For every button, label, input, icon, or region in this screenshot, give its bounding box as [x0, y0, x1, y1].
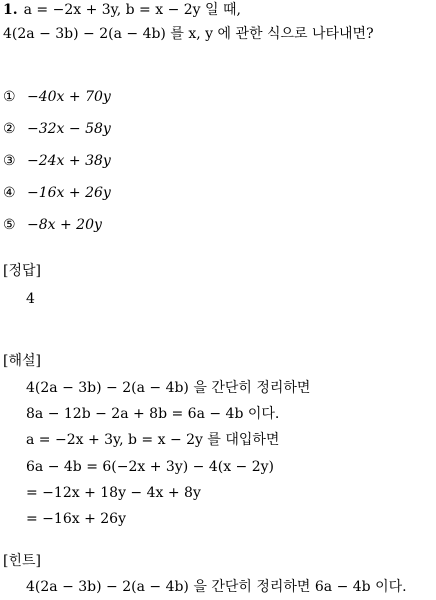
option-2[interactable] [3, 120, 111, 138]
explanation-line-3: a = −2x + 3y, b = x − 2y 를 대입하면 [26, 432, 280, 448]
question-condition: a = −2x + 3y, b = x − 2y 일 때, [23, 2, 241, 18]
option-5-number: ⑤ [3, 217, 16, 233]
explanation-line-1: 4(2a − 3b) − 2(a − 4b) 을 간단히 정리하면 [26, 380, 311, 396]
option-4-number: ④ [3, 185, 16, 201]
option-1[interactable] [3, 88, 111, 106]
option-5[interactable] [3, 216, 102, 234]
explanation-line-2: 8a − 12b − 2a + 8b = 6a − 4b 이다. [26, 406, 280, 422]
option-2-text: −32x − 58y [27, 121, 111, 137]
explanation-line-4: 6a − 4b = 6(−2x + 3y) − 4(x − 2y) [26, 459, 275, 475]
explanation-line-5: = −12x + 18y − 4x + 8y [26, 485, 201, 501]
hint-label: [힌트] [3, 553, 41, 569]
explanation-line-6: = −16x + 26y [26, 511, 126, 527]
option-3-number: ③ [3, 153, 16, 169]
explanation-label: [해설] [3, 353, 41, 369]
option-1-number: ① [3, 89, 16, 105]
option-3-text: −24x + 38y [27, 153, 111, 169]
option-1-text: −40x + 70y [27, 89, 111, 105]
question-line-2: 4(2a − 3b) − 2(a − 4b) 를 x, y 에 관한 식으로 나타내면? [3, 26, 374, 42]
option-3[interactable] [3, 152, 111, 170]
option-4-text: −16x + 26y [27, 185, 111, 201]
hint-line: 4(2a − 3b) − 2(a − 4b) 을 간단히 정리하면 6a − 4b 이다. [26, 579, 407, 595]
question-number: 1. [3, 2, 18, 18]
option-4[interactable] [3, 184, 111, 202]
question-line-1 [3, 1, 241, 19]
option-2-number: ② [3, 121, 16, 137]
answer-label: [정답] [3, 263, 41, 279]
option-5-text: −8x + 20y [27, 217, 102, 233]
answer-value: 4 [26, 291, 35, 307]
